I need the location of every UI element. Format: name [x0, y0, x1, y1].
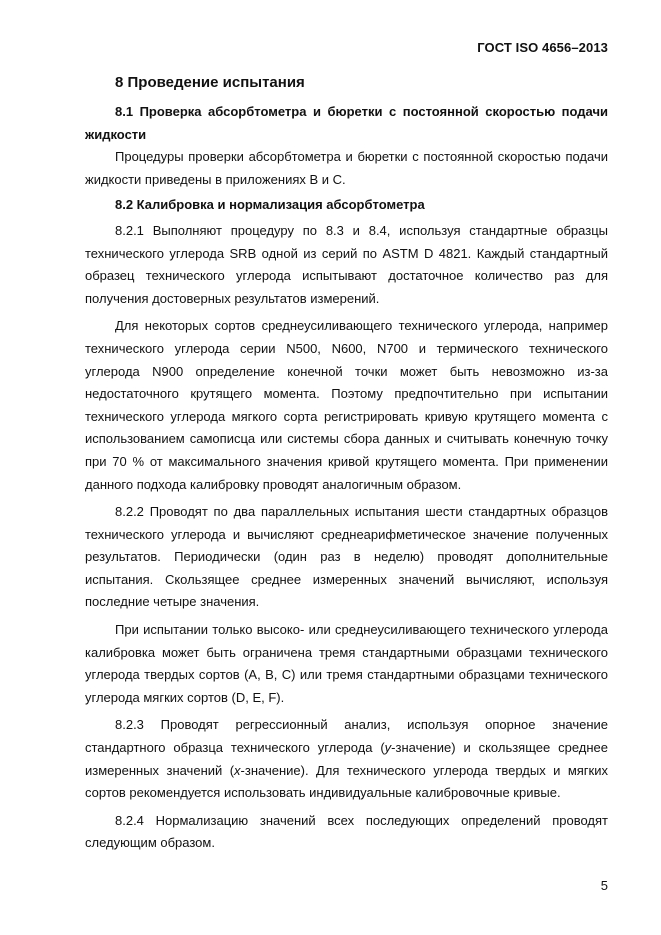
section-title: 8 Проведение испытания — [115, 74, 305, 91]
paragraph-8-2-1: 8.2.1 Выполняют процедуру по 8.3 и 8.4, используя стандартные образцы технического углерода SRB одной из серий по ASTM D 4821. Каждый стандартный образец технического углерода испытывают достаточное количество раз для получения достоверных результатов измерений. — [85, 222, 608, 306]
paragraph-8-2-3 — [85, 714, 608, 804]
paragraph-limited-calibration: При испытании только высоко- или среднеусиливающего технического углерода калибровка может быть ограничена тремя стандартными образцами технического углерода твердых сортов (A, B, C) или тремя стандартными образцами технического углерода мягких сортов (D, E, F). — [85, 622, 608, 705]
paragraph-8-2-2: 8.2.2 Проводят по два параллельных испытания шести стандартных образцов технического углерода и вычисляют среднеарифметическое значение полученных результатов. Периодически (один раз в неделю) проводят дополнительные испытания. Скользящее среднее измеренных значений вычисляют, используя последние четыре значения. — [85, 504, 608, 610]
page-number: 5 — [600, 878, 608, 893]
paragraph-8-1: Процедуры проверки абсорбтометра и бюретки с постоянной скоростью подачи жидкости приведены в приложениях В и С. — [85, 149, 608, 187]
document-code-header: ГОСТ ISO 4656–2013 — [477, 40, 608, 55]
paragraph-8-2-3-part-c: -значение). Для технического углерода твердых и мягких сортов рекомендуется использовать индивидуальные калибровочные кривые. — [85, 762, 608, 801]
y-variable: y — [384, 740, 392, 756]
paragraph-8-2-3-part-b: -значение) и скользящее среднее измеренных значений ( — [85, 740, 609, 778]
paragraph-8-2-3-part-a: 8.2.3 Проводят регрессионный анализ, используя опорное значение стандартного образца технического углерода ( — [85, 717, 608, 756]
page-body — [85, 72, 608, 855]
x-variable: x — [234, 762, 241, 778]
paragraph-8-2-4: 8.2.4 Нормализацию значений всех последующих определений проводят следующим образом. — [85, 812, 608, 851]
subsection-heading-8-1: 8.1 Проверка абсорбтометра и бюретки с постоянной скоростью подачи жидкости — [85, 104, 608, 142]
subsection-heading-8-2: 8.2 Калибровка и нормализация абсорбтометра — [115, 197, 425, 213]
paragraph-soft-grades: Для некоторых сортов среднеусиливающего технического углерода, например технического углерода серии N500, N600, N700 и термического технического углерода N900 определение конечной точки может быть невозможно из-за недостаточного крутящего момента. Поэтому предпочтительно при испытании технического углерода мягкого сорта регистрировать кривую крутящего момента с использованием самописца или системы сбора данных и считывать конечную точку при 70 % от максимального значения кривой крутящего момента. При применении данного подхода калибровку проводят аналогичным образом. — [85, 318, 608, 492]
